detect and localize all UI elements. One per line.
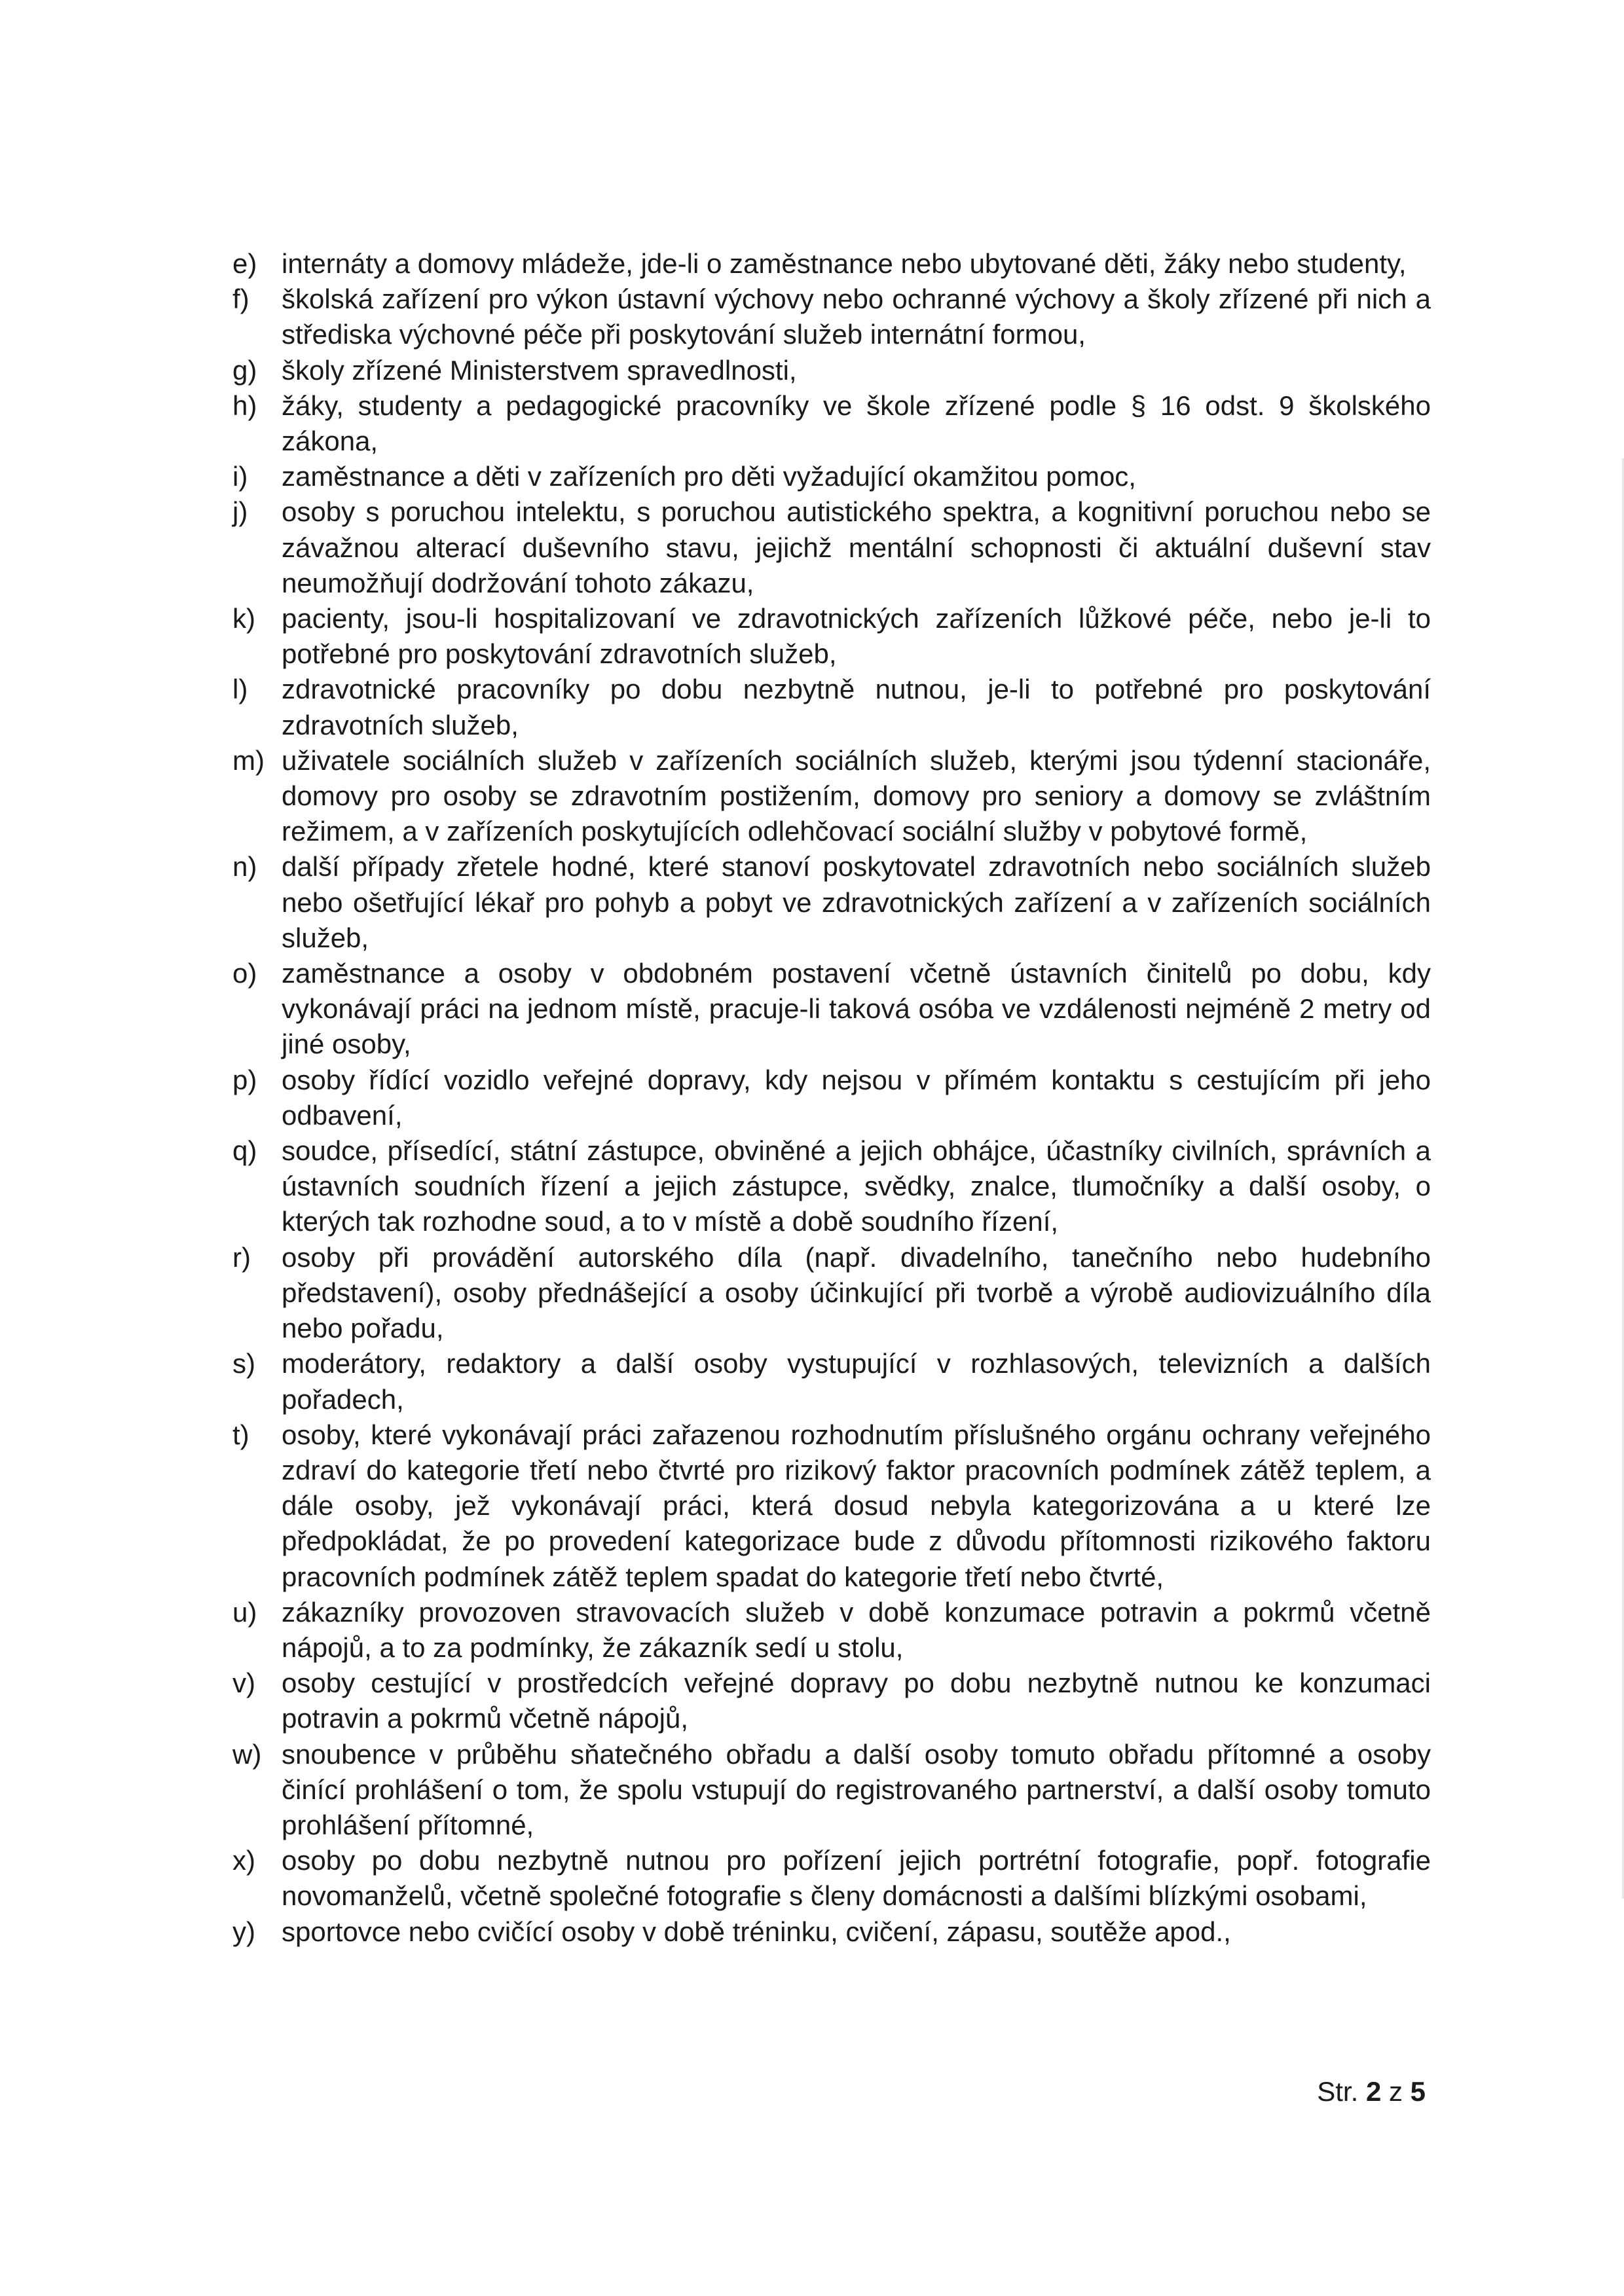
list-item-letter: w) [232, 1738, 262, 1770]
page-number-total: 5 [1410, 2076, 1426, 2107]
page-number-separator: z [1388, 2076, 1403, 2107]
list-item [232, 956, 1431, 1063]
list-item [232, 353, 1431, 388]
list-item-letter: u) [232, 1596, 257, 1628]
list-item-letter: o) [232, 958, 257, 989]
list-item-text: soudce, přísedící, státní zástupce, obviněné a jejich obhájce, účastníky civilních, správních a ústavních soudních řízení a jejich zástupce, svědky, znalce, tlumočníky a další osoby, o kterých tak rozhodne soud, a to v místě a době soudního řízení, [282, 1135, 1431, 1237]
list-item [232, 1843, 1431, 1914]
list-item [232, 1737, 1431, 1844]
list-item-text: osoby, které vykonávají práci zařazenou rozhodnutím příslušného orgánu ochrany veřejného zdraví do kategorie třetí nebo čtvrté pro rizikový faktor pracovních podmínek zátěž teplem, a dále osoby, jež vykonávají práci, která dosud nebyla kategorizována a u které lze předpokládat, že po provedení kategorizace bude z důvodu přítomnosti rizikového faktoru pracovních podmínek zátěž teplem spadat do kategorie třetí nebo čtvrté, [282, 1419, 1431, 1592]
list-item-letter: r) [232, 1241, 251, 1273]
list-item [232, 1240, 1431, 1347]
list-item-text: moderátory, redaktory a další osoby vystupující v rozhlasových, televizních a dalších pořadech, [282, 1348, 1431, 1415]
page-number [1317, 2075, 1426, 2108]
list-item-text: zaměstnance a osoby v obdobném postavení včetně ústavních činitelů po dobu, kdy vykonávají práci na jednom místě, pracuje-li taková osóba ve vzdálenosti nejméně 2 metry od jiné osoby, [282, 958, 1431, 1060]
list-item-text: školská zařízení pro výkon ústavní výchovy nebo ochranné výchovy a školy zřízené při nich a střediska výchovné péče při poskytování služeb internátní formou, [282, 283, 1431, 350]
list-item-letter: t) [232, 1419, 249, 1450]
exemption-list [232, 246, 1431, 1950]
list-item-text: uživatele sociálních služeb v zařízeních sociálních služeb, kterými jsou týdenní stacionáře, domovy pro osoby se zdravotním postižením, domovy pro seniory a domovy se zvláštním režimem, a v zařízeních poskytujících odlehčovací sociální služby v pobytové formě, [282, 744, 1431, 847]
list-item [232, 743, 1431, 850]
list-item-letter: n) [232, 851, 257, 883]
list-item-text: zaměstnance a děti v zařízeních pro děti vyžadující okamžitou pomoc, [282, 461, 1136, 492]
list-item-text: žáky, studenty a pedagogické pracovníky ve škole zřízené podle § 16 odst. 9 školského zákona, [282, 390, 1431, 457]
list-item [232, 849, 1431, 956]
list-item-text: další případy zřetele hodné, které stanoví poskytovatel zdravotních nebo sociálních služeb nebo ošetřující lékař pro pohyb a pobyt ve zdravotnických zařízení a v zařízeních sociálních služeb, [282, 851, 1431, 953]
list-item-text: školy zřízené Ministerstvem spravedlnosti, [282, 354, 797, 386]
list-item-letter: i) [232, 461, 248, 492]
list-item-letter: x) [232, 1845, 255, 1876]
list-item-letter: h) [232, 390, 257, 421]
list-item [232, 282, 1431, 352]
list-item [232, 1914, 1431, 1950]
list-item-letter: s) [232, 1348, 255, 1379]
list-item [232, 246, 1431, 282]
list-item [232, 388, 1431, 459]
list-item-letter: m) [232, 744, 265, 776]
list-item-letter: p) [232, 1064, 257, 1095]
list-item [232, 1417, 1431, 1595]
list-item-letter: q) [232, 1135, 257, 1167]
page-number-current: 2 [1365, 2076, 1382, 2107]
page-number-prefix: Str. [1317, 2076, 1359, 2107]
list-item-text: osoby cestující v prostředcích veřejné dopravy po dobu nezbytně nutnou ke konzumaci potravin a pokrmů včetně nápojů, [282, 1667, 1431, 1734]
list-item-letter: e) [232, 248, 257, 279]
list-item-text: zákazníky provozoven stravovacích služeb v době konzumace potravin a pokrmů včetně nápojů, a to za podmínky, že zákazník sedí u stolu, [282, 1596, 1431, 1663]
list-item [232, 1346, 1431, 1417]
list-item-text: internáty a domovy mládeže, jde-li o zaměstnance nebo ubytované děti, žáky nebo studenty, [282, 248, 1407, 279]
list-item-text: zdravotnické pracovníky po dobu nezbytně nutnou, je-li to potřebné pro poskytování zdravotních služeb, [282, 674, 1431, 740]
list-item-text: osoby po dobu nezbytně nutnou pro pořízení jejich portrétní fotografie, popř. fotografie novomanželů, včetně společné fotografie s členy domácnosti a dalšími blízkými osobami, [282, 1845, 1431, 1912]
list-item-letter: f) [232, 283, 249, 315]
list-item-text: osoby při provádění autorského díla (např. divadelního, tanečního nebo hudebního představení), osoby přednášející a osoby účinkující při tvorbě a výrobě audiovizuálního díla nebo pořadu, [282, 1241, 1431, 1344]
list-item-text: pacienty, jsou-li hospitalizovaní ve zdravotnických zařízeních lůžkové péče, nebo je-li to potřebné pro poskytování zdravotních služeb, [282, 603, 1431, 670]
list-item-text: snoubence v průběhu sňatečného obřadu a další osoby tomuto obřadu přítomné a osoby činící prohlášení o tom, že spolu vstupují do registrovaného partnerství, a další osoby tomuto prohlášení přítomné, [282, 1738, 1431, 1840]
list-item [232, 1063, 1431, 1133]
list-item-text: sportovce nebo cvičící osoby v době tréninku, cvičení, zápasu, soutěže apod., [282, 1916, 1231, 1947]
list-item [232, 459, 1431, 494]
list-item-text: osoby s poruchou intelektu, s poruchou autistického spektra, a kognitivní poruchou nebo se závažnou alterací duševního stavu, jejichž mentální schopnosti či aktuální duševní stav neumožňují dodržování tohoto zákazu, [282, 496, 1431, 598]
list-item [232, 494, 1431, 601]
list-item-letter: v) [232, 1667, 255, 1699]
list-item [232, 672, 1431, 742]
list-item-letter: g) [232, 354, 257, 386]
list-item-letter: l) [232, 674, 248, 705]
list-item [232, 1595, 1431, 1666]
list-item-letter: y) [232, 1916, 255, 1947]
list-item [232, 1133, 1431, 1240]
list-item-letter: k) [232, 603, 255, 634]
list-item [232, 601, 1431, 672]
list-item-letter: j) [232, 496, 248, 528]
list-item [232, 1666, 1431, 1736]
list-item-text: osoby řídící vozidlo veřejné dopravy, kdy nejsou v přímém kontaktu s cestujícím při jeho odbavení, [282, 1064, 1431, 1131]
